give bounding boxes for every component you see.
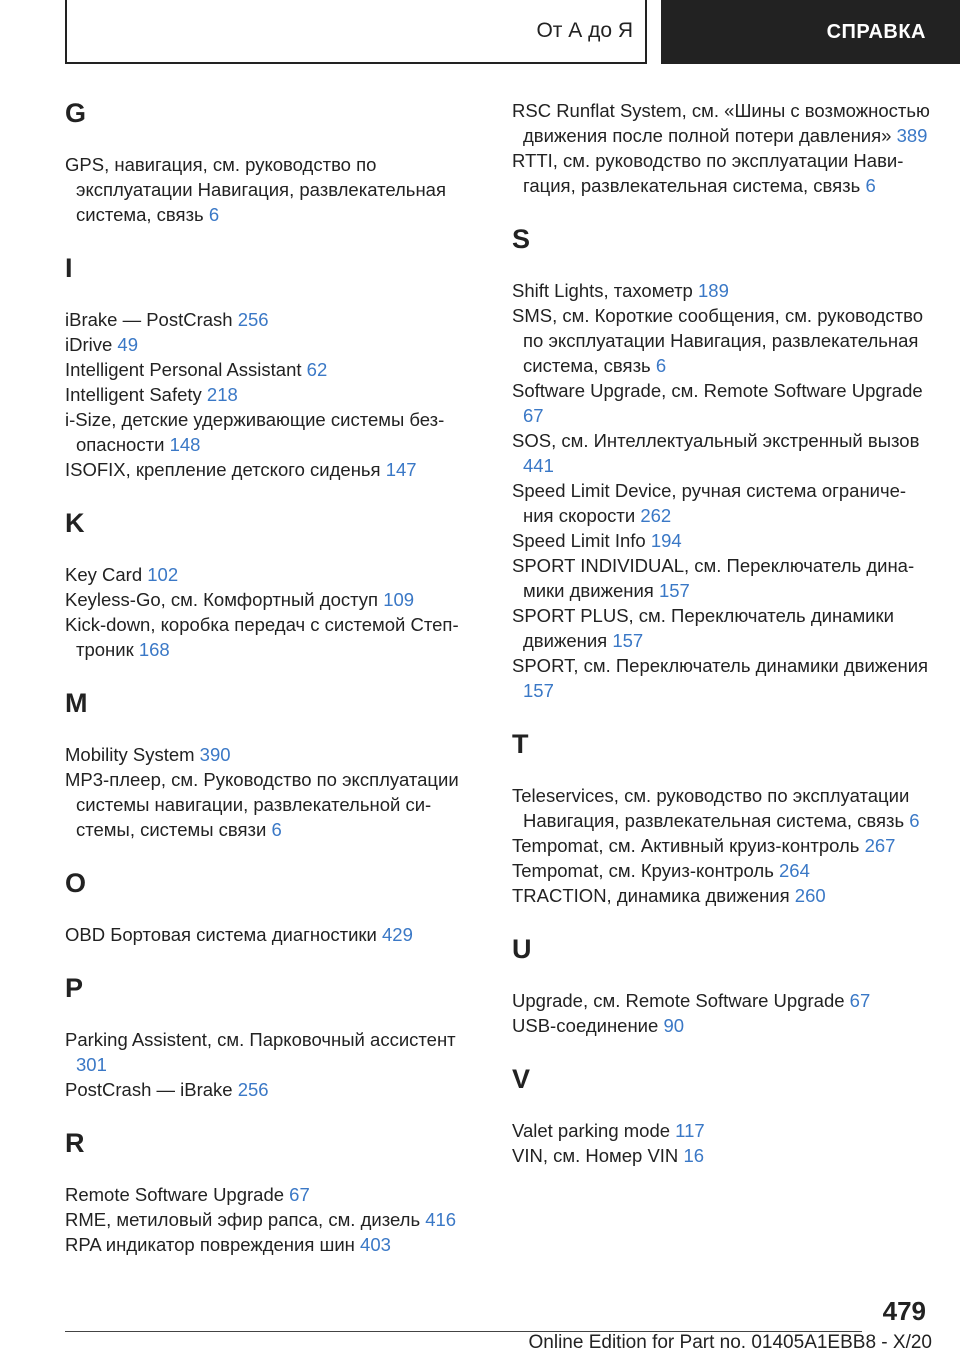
index-entry-text: Remote Software Upgrade xyxy=(65,1184,285,1205)
index-letter-heading: M xyxy=(65,688,88,718)
index-entry-text: GPS, навигация, см. руководство по эксплуатации Навигация, развлекательная система, связь xyxy=(65,154,446,225)
index-page-link[interactable]: 256 xyxy=(237,1079,269,1100)
index-entry xyxy=(65,332,483,357)
index-column-right xyxy=(512,98,930,1194)
index-entry-text: i-Size, детские удерживающие системы безопасности xyxy=(65,409,445,455)
index-page-link[interactable]: 429 xyxy=(382,924,413,945)
index-entry-text: USB-соединение xyxy=(512,1015,659,1036)
index-entry xyxy=(65,1232,483,1257)
section-title: От А до Я xyxy=(536,19,633,42)
index-page-link[interactable]: 6 xyxy=(865,175,876,196)
index-section xyxy=(65,98,483,227)
index-entry-text: MP3-плеер, см. Руководство по эксплуатации системы навигации, развлекательной системы, системы связи xyxy=(65,769,459,840)
index-page-link[interactable]: 267 xyxy=(864,835,896,856)
index-page-link[interactable]: 390 xyxy=(199,744,231,765)
index-entry xyxy=(512,303,930,378)
index-page-link[interactable]: 157 xyxy=(523,680,554,701)
index-letter-heading: P xyxy=(65,973,84,1003)
index-page-link[interactable]: 262 xyxy=(640,505,672,526)
index-entry xyxy=(65,612,483,662)
index-letter-heading: R xyxy=(65,1128,85,1158)
index-entry xyxy=(65,457,483,482)
index-entry xyxy=(65,587,483,612)
index-entry xyxy=(512,528,930,553)
index-entry xyxy=(512,428,930,478)
index-page-link[interactable]: 148 xyxy=(169,434,201,455)
index-page-link[interactable]: 117 xyxy=(675,1120,705,1141)
index-entry-text: Kick-down, коробка передач с системой Стептроник xyxy=(65,614,459,660)
index-section xyxy=(65,508,483,662)
index-page-link[interactable]: 62 xyxy=(306,359,328,380)
index-section xyxy=(65,868,483,947)
index-page-link[interactable]: 67 xyxy=(849,990,871,1011)
index-entry-text: Intelligent Personal Assistant xyxy=(65,359,302,380)
index-entry xyxy=(512,988,930,1013)
index-entry-text: Speed Limit Device, ручная система ограничения скорости xyxy=(512,480,907,526)
index-entry xyxy=(65,767,483,842)
index-page-link[interactable]: 189 xyxy=(698,280,729,301)
index-page-link[interactable]: 264 xyxy=(779,860,810,881)
index-letter-heading: K xyxy=(65,508,85,538)
index-page-link[interactable]: 109 xyxy=(383,589,415,610)
index-section xyxy=(65,253,483,482)
index-page-link[interactable]: 67 xyxy=(523,405,544,426)
index-entry-text: RSC Runflat System, см. «Шины с возможностью движения после полной потери давления» xyxy=(512,100,930,146)
index-entry xyxy=(512,1118,930,1143)
index-page-link[interactable]: 6 xyxy=(655,355,667,376)
index-page-link[interactable]: 16 xyxy=(683,1145,705,1166)
index-entry-text: RPA индикатор повреждения шин xyxy=(65,1234,355,1255)
index-section xyxy=(512,1064,930,1168)
index-letter-heading: V xyxy=(512,1064,531,1094)
index-letter-heading: G xyxy=(65,98,87,128)
index-page-link[interactable]: 90 xyxy=(663,1015,685,1036)
index-page-link[interactable]: 168 xyxy=(138,639,170,660)
index-section xyxy=(512,934,930,1038)
index-entry-text: Parking Assistent, см. Парковочный ассистент xyxy=(65,1029,456,1050)
index-page-link[interactable]: 67 xyxy=(289,1184,310,1205)
index-letter-heading: I xyxy=(65,253,73,283)
index-page-link[interactable]: 403 xyxy=(360,1234,391,1255)
index-entry-text: SOS, см. Интеллектуальный экстренный вызов xyxy=(512,430,920,451)
index-entry-text: ISOFIX, крепление детского сиденья xyxy=(65,459,381,480)
index-page-link[interactable]: 49 xyxy=(117,334,138,355)
index-letter-heading: T xyxy=(512,729,529,759)
index-section xyxy=(65,1128,483,1257)
index-letter-heading: U xyxy=(512,934,532,964)
index-entry xyxy=(65,357,483,382)
index-entry-text: TRACTION, динамика движения xyxy=(512,885,790,906)
index-entry-text: iDrive xyxy=(65,334,113,355)
index-section xyxy=(512,224,930,703)
index-section xyxy=(65,973,483,1102)
index-letter-heading: O xyxy=(65,868,87,898)
index-entry xyxy=(65,382,483,407)
index-page-link[interactable]: 157 xyxy=(658,580,690,601)
index-entry-text: VIN, см. Номер VIN xyxy=(512,1145,679,1166)
index-entry xyxy=(65,1207,483,1232)
index-entry xyxy=(512,1013,930,1038)
index-entry-text: Keyless-Go, см. Комфортный доступ xyxy=(65,589,379,610)
index-letter-heading: S xyxy=(512,224,531,254)
index-page-link[interactable]: 6 xyxy=(271,819,282,840)
index-entry xyxy=(512,478,930,528)
index-page-link[interactable]: 416 xyxy=(425,1209,457,1230)
page-number: 479 xyxy=(882,1296,926,1326)
index-entry-text: Mobility System xyxy=(65,744,195,765)
index-entry xyxy=(65,1077,483,1102)
index-entry xyxy=(65,1182,483,1207)
index-entry-text: PostCrash — iBrake xyxy=(65,1079,233,1100)
index-entry-text: Tempomat, см. Активный круиз-контроль xyxy=(512,835,860,856)
index-page-link[interactable]: 157 xyxy=(612,630,644,651)
index-entry-text: Valet parking mode xyxy=(512,1120,671,1141)
index-page-link[interactable]: 194 xyxy=(650,530,682,551)
index-entry xyxy=(65,152,483,227)
footer-edition: Online Edition for Part no. 01405A1EBB8 - X/20 xyxy=(528,1332,932,1353)
index-section xyxy=(512,98,930,198)
index-entry-text: SMS, см. Короткие сообщения, см. руководство по эксплуатации Навигация, развлекательная система, связь xyxy=(512,305,924,376)
index-entry-text: Tempomat, см. Круиз-контроль xyxy=(512,860,774,881)
index-entry xyxy=(65,1027,483,1077)
index-entry-text: Software Upgrade, см. Remote Software Upgrade xyxy=(512,380,923,401)
index-page-link[interactable]: 218 xyxy=(206,384,238,405)
index-page-link[interactable]: 301 xyxy=(76,1054,107,1075)
index-entry xyxy=(512,833,930,858)
chapter-title: СПРАВКА xyxy=(826,20,926,43)
index-entry-text: Speed Limit Info xyxy=(512,530,646,551)
header-chapter-tab xyxy=(661,0,960,64)
index-entry xyxy=(512,653,930,703)
index-entry xyxy=(512,858,930,883)
index-entry-text: OBD Бортовая система диагностики xyxy=(65,924,377,945)
index-entry-text: SPORT, см. Переключатель динамики движения xyxy=(512,655,929,676)
index-entry-text: SPORT INDIVIDUAL, см. Переключатель динамики движения xyxy=(512,555,915,601)
index-page-link[interactable]: 6 xyxy=(909,810,920,831)
index-page-link[interactable]: 147 xyxy=(385,459,417,480)
index-section xyxy=(65,688,483,842)
index-entry-text: Upgrade, см. Remote Software Upgrade xyxy=(512,990,845,1011)
index-page-link[interactable]: 260 xyxy=(794,885,826,906)
index-entry xyxy=(65,407,483,457)
index-entry-text: Intelligent Safety xyxy=(65,384,202,405)
index-page-link[interactable]: 6 xyxy=(208,204,220,225)
index-entry-text: Key Card xyxy=(65,564,143,585)
index-page-link[interactable]: 441 xyxy=(523,455,554,476)
index-entry xyxy=(65,742,483,767)
index-entry-text: RTTI, см. руководство по эксплуатации Навигация, развлекательная система, связь xyxy=(512,150,904,196)
index-entry xyxy=(512,883,930,908)
index-entry-text: Shift Lights, тахометр xyxy=(512,280,693,301)
index-entry xyxy=(512,278,930,303)
index-entry xyxy=(512,783,930,833)
index-entry-text: SPORT PLUS, см. Переключатель динамики движения xyxy=(512,605,894,651)
index-page-link[interactable]: 389 xyxy=(896,125,928,146)
index-entry xyxy=(65,562,483,587)
index-page-link[interactable]: 102 xyxy=(147,564,179,585)
index-entry xyxy=(512,98,930,148)
index-entry xyxy=(512,1143,930,1168)
index-entry xyxy=(512,148,930,198)
index-entry-text: Teleservices, см. руководство по эксплуатации Навигация, развлекательная система, связь xyxy=(512,785,910,831)
index-entry xyxy=(512,378,930,428)
index-section xyxy=(512,729,930,908)
index-entry xyxy=(65,307,483,332)
index-entry-text: RME, метиловый эфир рапса, см. дизель xyxy=(65,1209,421,1230)
index-entry-text: iBrake — PostCrash xyxy=(65,309,233,330)
index-column-left xyxy=(65,98,483,1283)
index-page-link[interactable]: 256 xyxy=(237,309,269,330)
header-section-tab xyxy=(65,0,647,64)
index-entry xyxy=(65,922,483,947)
index-entry xyxy=(512,553,930,603)
index-entry xyxy=(512,603,930,653)
